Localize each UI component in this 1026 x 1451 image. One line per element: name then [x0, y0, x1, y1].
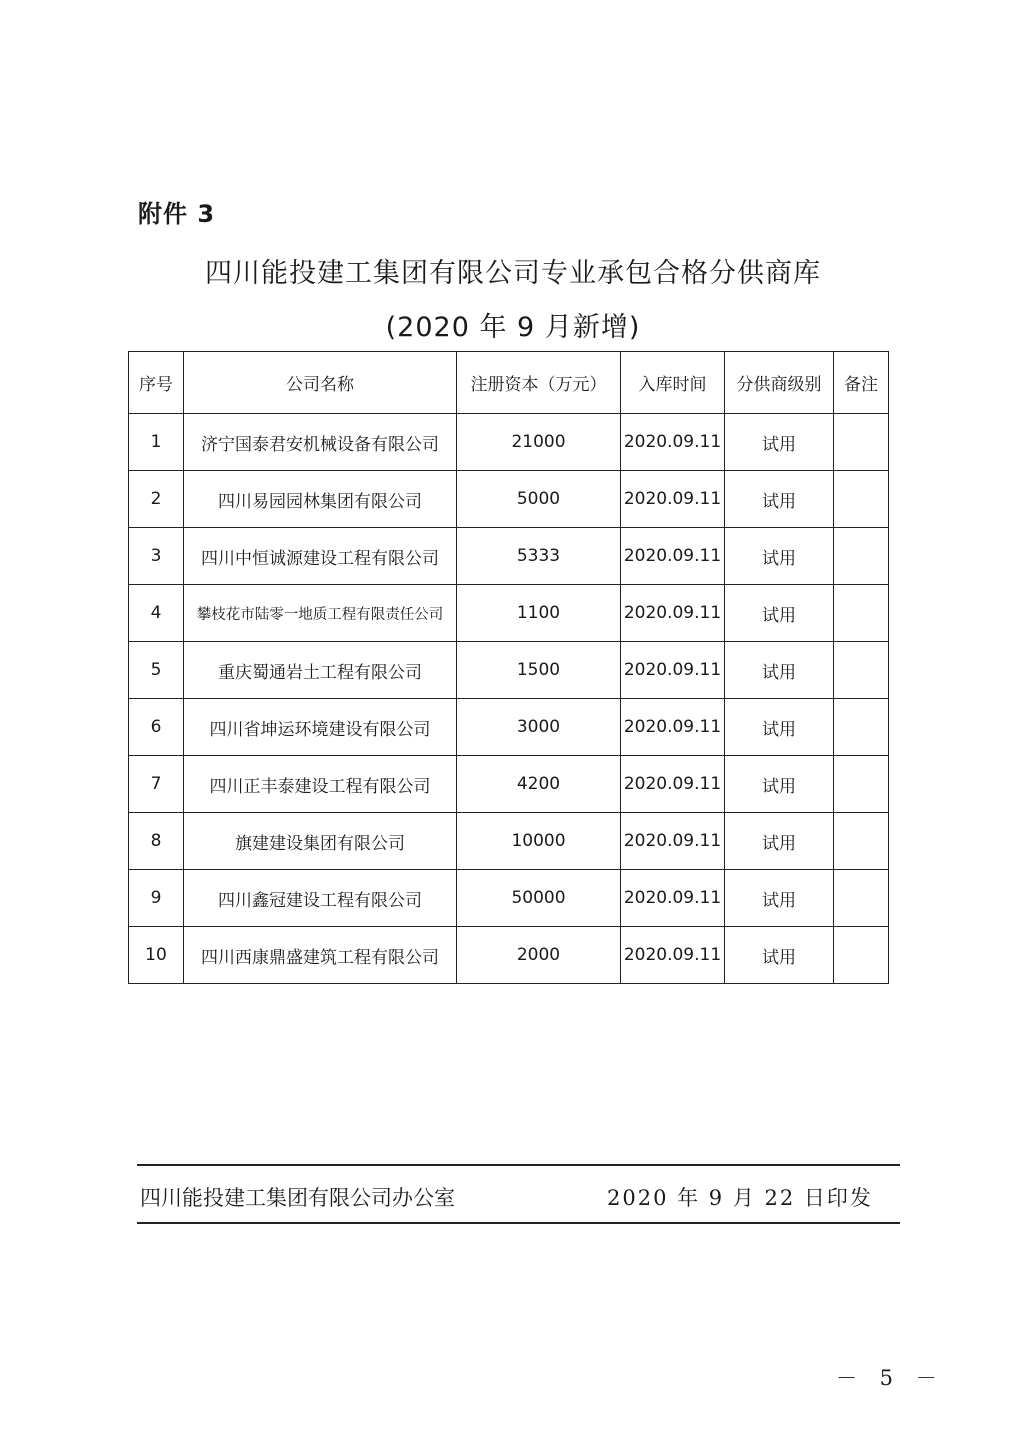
footer-bottom-rule [137, 1222, 900, 1224]
company-name: 济宁国泰君安机械设备有限公司 [184, 414, 457, 471]
header-cell: 入库时间 [621, 352, 725, 414]
entry-date: 2020.09.11 [621, 699, 725, 756]
document-subtitle: (2020 年 9 月新增) [385, 312, 641, 343]
remark [834, 699, 889, 756]
registered-capital: 4200 [457, 756, 621, 813]
entry-date: 2020.09.11 [621, 927, 725, 984]
company-name: 攀枝花市陆零一地质工程有限责任公司 [184, 585, 457, 642]
entry-date: 2020.09.11 [621, 813, 725, 870]
remark [834, 813, 889, 870]
row-number: 4 [129, 585, 184, 642]
document-title: 四川能投建工集团有限公司专业承包合格分供商库 [205, 258, 821, 289]
footer-issuer: 四川能投建工集团有限公司办公室 [140, 1186, 455, 1210]
registered-capital: 50000 [457, 870, 621, 927]
footer-top-rule [137, 1164, 900, 1166]
company-name: 四川中恒诚源建设工程有限公司 [184, 528, 457, 585]
row-number: 9 [129, 870, 184, 927]
row-number: 2 [129, 471, 184, 528]
table-row [129, 870, 889, 927]
entry-date: 2020.09.11 [621, 756, 725, 813]
company-name: 旗建建设集团有限公司 [184, 813, 457, 870]
table-row [129, 699, 889, 756]
table-row [129, 642, 889, 699]
row-number: 7 [129, 756, 184, 813]
company-name: 四川鑫冠建设工程有限公司 [184, 870, 457, 927]
registered-capital: 5000 [457, 471, 621, 528]
supplier-level: 试用 [725, 756, 834, 813]
company-name: 四川正丰泰建设工程有限公司 [184, 756, 457, 813]
remark [834, 756, 889, 813]
supplier-level: 试用 [725, 927, 834, 984]
header-cell: 公司名称 [184, 352, 457, 414]
footer-issue-date: 2020 年 9 月 22 日印发 [607, 1186, 873, 1210]
header-cell: 注册资本（万元） [457, 352, 621, 414]
table-row [129, 585, 889, 642]
row-number: 5 [129, 642, 184, 699]
registered-capital: 10000 [457, 813, 621, 870]
remark [834, 471, 889, 528]
remark [834, 414, 889, 471]
row-number: 10 [129, 927, 184, 984]
header-cell: 分供商级别 [725, 352, 834, 414]
remark [834, 642, 889, 699]
supplier-level: 试用 [725, 813, 834, 870]
remark [834, 585, 889, 642]
supplier-level: 试用 [725, 414, 834, 471]
entry-date: 2020.09.11 [621, 870, 725, 927]
registered-capital: 21000 [457, 414, 621, 471]
table-row [129, 756, 889, 813]
registered-capital: 5333 [457, 528, 621, 585]
header-cell: 备注 [834, 352, 889, 414]
row-number: 6 [129, 699, 184, 756]
entry-date: 2020.09.11 [621, 471, 725, 528]
supplier-level: 试用 [725, 699, 834, 756]
header-cell: 序号 [129, 352, 184, 414]
table-row [129, 813, 889, 870]
entry-date: 2020.09.11 [621, 414, 725, 471]
table-row [129, 414, 889, 471]
table-row [129, 927, 889, 984]
company-name: 四川西康鼎盛建筑工程有限公司 [184, 927, 457, 984]
supplier-level: 试用 [725, 870, 834, 927]
registered-capital: 2000 [457, 927, 621, 984]
supplier-level: 试用 [725, 471, 834, 528]
table-header-row [129, 352, 889, 414]
table-row [129, 471, 889, 528]
row-number: 8 [129, 813, 184, 870]
company-name: 四川易园园林集团有限公司 [184, 471, 457, 528]
remark [834, 870, 889, 927]
entry-date: 2020.09.11 [621, 528, 725, 585]
attachment-label: 附件 3 [138, 200, 216, 228]
company-name: 四川省坤运环境建设有限公司 [184, 699, 457, 756]
entry-date: 2020.09.11 [621, 585, 725, 642]
table-row [129, 528, 889, 585]
remark [834, 927, 889, 984]
registered-capital: 3000 [457, 699, 621, 756]
page-number: － 5 － [836, 1366, 945, 1390]
supplier-level: 试用 [725, 642, 834, 699]
row-number: 1 [129, 414, 184, 471]
company-name: 重庆蜀通岩土工程有限公司 [184, 642, 457, 699]
registered-capital: 1500 [457, 642, 621, 699]
supplier-level: 试用 [725, 528, 834, 585]
supplier-level: 试用 [725, 585, 834, 642]
remark [834, 528, 889, 585]
row-number: 3 [129, 528, 184, 585]
supplier-table [128, 351, 889, 984]
registered-capital: 1100 [457, 585, 621, 642]
entry-date: 2020.09.11 [621, 642, 725, 699]
